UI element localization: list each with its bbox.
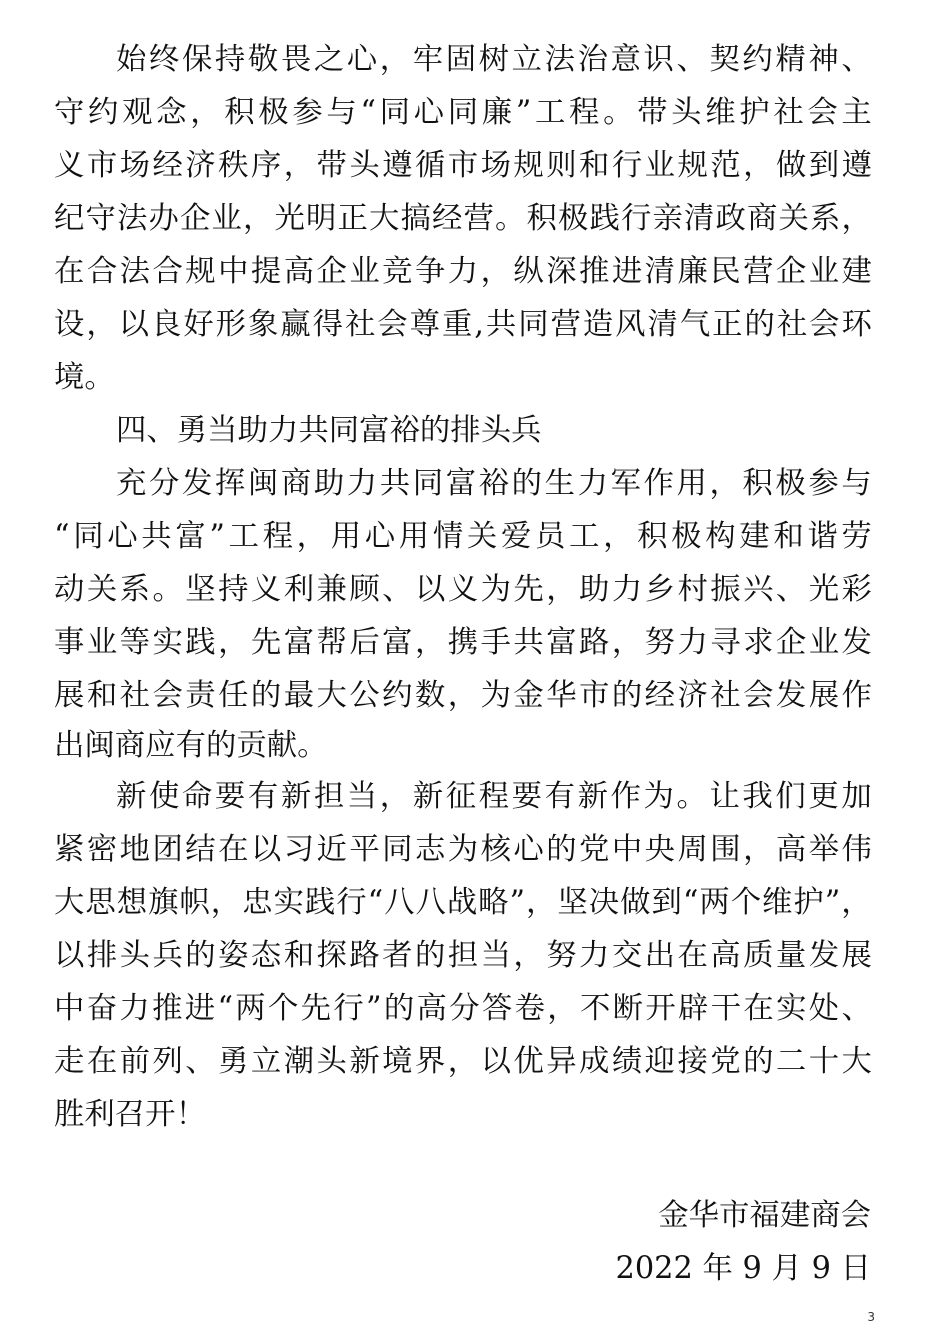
text-line: 胜利召开！ bbox=[54, 1097, 206, 1132]
text-line: 守 约 观 念 ， 积 极 参 与 “ 同 心 同 廉 ” 工 程 。 带 头 维 护 社 会 主 bbox=[54, 95, 872, 130]
text-line: 走 在 前 列 、 勇 立 潮 头 新 境 界 ， 以 优 异 成 绩 迎 接 党 的 二 十 大 bbox=[54, 1044, 872, 1079]
signature-organization: 金华市福建商会 bbox=[658, 1198, 871, 1233]
page-number: 3 bbox=[867, 1310, 875, 1324]
text-line: 中 奋 力 推 进 “ 两 个 先 行 ” 的 高 分 答 卷 ， 不 断 开 辟 干 在 实 处 、 bbox=[54, 991, 872, 1026]
text-line: 义 市 场 经 济 秩 序 ， 带 头 遵 循 市 场 规 则 和 行 业 规 范 ， 做 到 遵 bbox=[54, 148, 872, 183]
text-line: 充 分 发 挥 闽 商 助 力 共 同 富 裕 的 生 力 军 作 用 ， 积 极 参 与 bbox=[116, 466, 872, 501]
text-line: 纪 守 法 办 企 业 ， 光 明 正 大 搞 经 营 。 积 极 践 行 亲 清 政 商 关 系 ， bbox=[54, 201, 872, 236]
text-line: 事 业 等 实 践 ， 先 富 帮 后 富 ， 携 手 共 富 路 ， 努 力 寻 求 企 业 发 bbox=[54, 625, 872, 660]
text-line: “ 同 心 共 富 ” 工 程 ， 用 心 用 情 关 爱 员 工 ， 积 极 构 建 和 谐 劳 bbox=[54, 519, 872, 554]
text-line: 境。 bbox=[54, 360, 115, 395]
text-line: 新 使 命 要 有 新 担 当 ， 新 征 程 要 有 新 作 为 。 让 我 们 更 加 bbox=[116, 779, 872, 814]
text-line: 展 和 社 会 责 任 的 最 大 公 约 数 ， 为 金 华 市 的 经 济 社 会 发 展 作 bbox=[54, 678, 872, 713]
text-line: 出闽商应有的贡献。 bbox=[54, 728, 328, 763]
text-line: 设 ， 以 良 好 形 象 赢 得 社 会 尊 重 , 共 同 营 造 风 清 气 正 的 社 会 环 bbox=[54, 307, 872, 342]
text-line: 始 终 保 持 敬 畏 之 心 ， 牢 固 树 立 法 治 意 识 、 契 约 精 神 、 bbox=[116, 42, 872, 77]
text-line: 紧 密 地 团 结 在 以 习 近 平 同 志 为 核 心 的 党 中 央 周 围 ， 高 举 伟 bbox=[54, 832, 872, 867]
text-line: 在 合 法 合 规 中 提 高 企 业 竞 争 力 ， 纵 深 推 进 清 廉 民 营 企 业 建 bbox=[54, 254, 872, 289]
text-line: 动 关 系 。 坚 持 义 利 兼 顾 、 以 义 为 先 ， 助 力 乡 村 振 兴 、 光 彩 bbox=[54, 572, 872, 607]
signature-date: 2022 年 9 月 9 日 bbox=[615, 1251, 871, 1286]
section-heading: 四、勇当助力共同富裕的排头兵 bbox=[116, 413, 542, 448]
text-line: 以 排 头 兵 的 姿 态 和 探 路 者 的 担 当 ， 努 力 交 出 在 高 质 量 发 展 bbox=[54, 938, 872, 973]
text-line: 大 思 想 旗 帜 ， 忠 实 践 行 “ 八 八 战 略 ” ， 坚 决 做 到 “ 两 个 维 护 ” ， bbox=[54, 885, 872, 920]
